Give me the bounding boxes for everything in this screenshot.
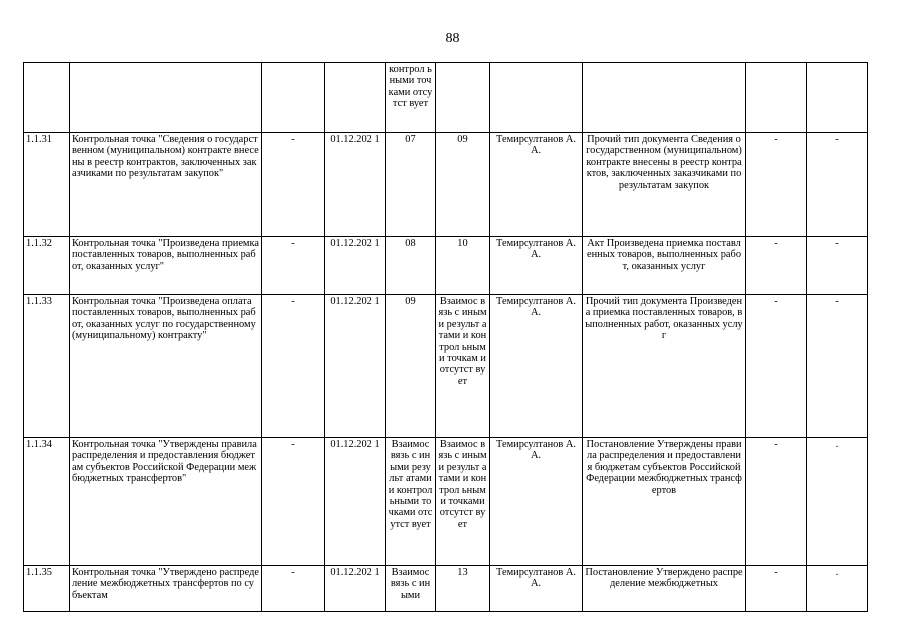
row-number: 1.1.35 — [24, 566, 70, 612]
row-col10: . — [807, 438, 868, 566]
row-document: Постановление Утверждено распределение межбюджетных — [583, 566, 746, 612]
row-person: Темирсултанов А.А. — [490, 566, 583, 612]
table-row — [24, 237, 868, 295]
row-document — [583, 63, 746, 133]
table-row — [24, 438, 868, 566]
row-col10: - — [807, 133, 868, 237]
row-date: 01.12.202 1 — [325, 438, 386, 566]
row-number: 1.1.31 — [24, 133, 70, 237]
row-name: Контрольная точка "Произведена приемка поставленных товаров, выполненных работ, оказанных услуг" — [70, 237, 262, 295]
row-date — [325, 63, 386, 133]
row-name: Контрольная точка "Сведения о государственном (муниципальном) контракте внесены в реестр контрактов, заключенных заказчиками по результатам закупок" — [70, 133, 262, 237]
row-col6: 09 — [436, 133, 490, 237]
page-number: 88 — [445, 31, 460, 46]
row-col5: 07 — [386, 133, 436, 237]
row-col6: 10 — [436, 237, 490, 295]
row-col3: - — [262, 237, 325, 295]
row-name — [70, 63, 262, 133]
row-name: Контрольная точка "Утверждены правила распределения и предоставления бюджетам субъектов Российской Федерации межбюджетных трансфертов" — [70, 438, 262, 566]
row-col9: - — [746, 566, 807, 612]
row-document: Акт Произведена приемка поставленных товаров, выполненных работ, оказанных услуг — [583, 237, 746, 295]
row-col5: 09 — [386, 295, 436, 438]
row-date: 01.12.202 1 — [325, 133, 386, 237]
row-col5: Взаимос вязь с иными — [386, 566, 436, 612]
control-points-table — [23, 62, 868, 612]
row-col3 — [262, 63, 325, 133]
row-number: 1.1.32 — [24, 237, 70, 295]
row-person: Темирсултанов А.А. — [490, 237, 583, 295]
row-col6: 13 — [436, 566, 490, 612]
row-person: Темирсултанов А.А. — [490, 438, 583, 566]
row-person — [490, 63, 583, 133]
row-col10: - — [807, 295, 868, 438]
row-name: Контрольная точка "Произведена оплата поставленных товаров, выполненных работ, оказанных услуг по государственному (муниципальному) контракту" — [70, 295, 262, 438]
row-col6: Взаимос вязь с иными результ атами и контрол ьными точкам и отсутст вует — [436, 295, 490, 438]
row-col6: Взаимос вязь с иными результ атами и контрол ьными точками отсутст вует — [436, 438, 490, 566]
row-col3: - — [262, 133, 325, 237]
row-col9: - — [746, 133, 807, 237]
row-col9: - — [746, 237, 807, 295]
row-person: Темирсултанов А.А. — [490, 295, 583, 438]
row-col5: контрол ьными точками отсутст вует — [386, 63, 436, 133]
row-col3: - — [262, 438, 325, 566]
row-col6 — [436, 63, 490, 133]
table-row — [24, 295, 868, 438]
table-row — [24, 133, 868, 237]
row-col5: 08 — [386, 237, 436, 295]
row-col10 — [807, 63, 868, 133]
row-number: 1.1.34 — [24, 438, 70, 566]
row-col9 — [746, 63, 807, 133]
row-col9: - — [746, 438, 807, 566]
row-date: 01.12.202 1 — [325, 237, 386, 295]
row-date: 01.12.202 1 — [325, 295, 386, 438]
row-date: 01.12.202 1 — [325, 566, 386, 612]
row-number: 1.1.33 — [24, 295, 70, 438]
row-col10: . — [807, 566, 868, 612]
table-row — [24, 566, 868, 612]
row-col9: - — [746, 295, 807, 438]
row-name: Контрольная точка "Утверждено распределение межбюджетных трансфертов по субъектам — [70, 566, 262, 612]
row-document: Прочий тип документа Сведения о государственном (муниципальном) контракте внесены в реестр контрактов, заключенных заказчиками по результатам закупок — [583, 133, 746, 237]
row-document: Прочий тип документа Произведена приемка поставленных товаров, выполненных работ, оказанных услуг — [583, 295, 746, 438]
row-col3: - — [262, 566, 325, 612]
row-col10: - — [807, 237, 868, 295]
row-col5: Взаимос вязь с иными результ атами и контрол ьными точками отсутст вует — [386, 438, 436, 566]
row-document: Постановление Утверждены правила распределения и предоставления бюджетам субъектов Российской Федерации межбюджетных трансфертов — [583, 438, 746, 566]
row-number — [24, 63, 70, 133]
row-col3: - — [262, 295, 325, 438]
row-person: Темирсултанов А.А. — [490, 133, 583, 237]
table-row — [24, 63, 868, 133]
